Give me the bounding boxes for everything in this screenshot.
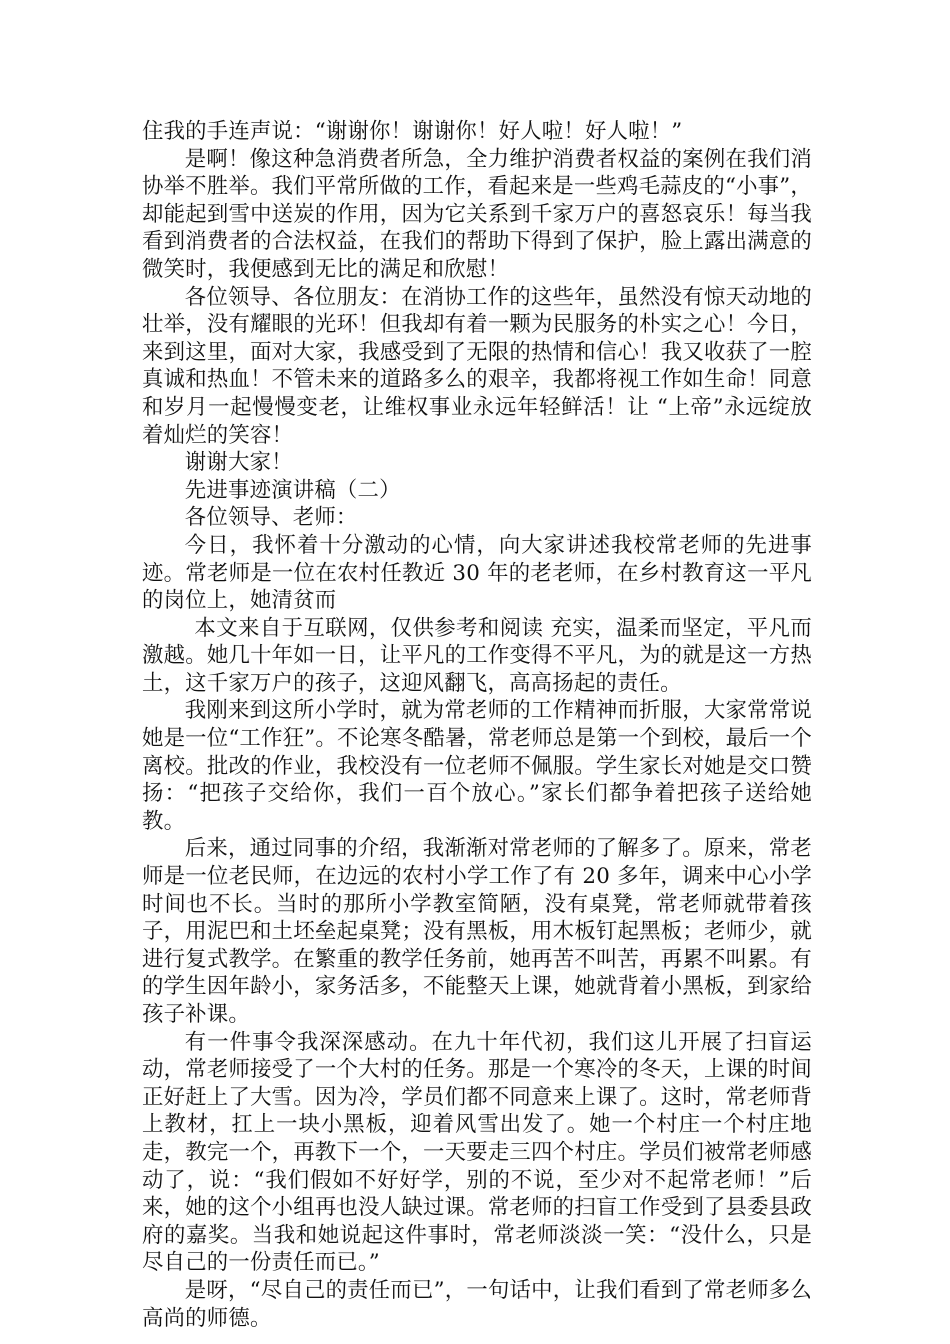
paragraph: 各位领导、各位朋友：在消协工作的这些年，虽然没有惊天动地的壮举，没有耀眼的光环！但我却有着一颗为民服务的朴实之心！今日，来到这里，面对大家，我感受到了无限的热情和信心！我又收获了一腔真诚和热血！不管未来的道路多么的艰辛，我都将视工作如生命！同意和岁月一起慢慢变老，让维权事业永远年轻鲜活！让 “上帝”永远绽放着灿烂的笑容！ (142, 284, 812, 448)
section-title: 先进事迹演讲稿（二） (184, 477, 401, 503)
paragraph: 后来，通过同事的介绍，我渐渐对常老师的了解多了。原来，常老师是一位老民师，在边远的农村小学工作了有 20 多年，调来中心小学时间也不长。当时的那所小学教室简陋，没有桌凳，常老师就带着孩子，用泥巴和土坯垒起桌凳；没有黑板，用木板钉起黑板；老师少，就进行复式教学。在繁重的教学任务前，她再苦不叫苦，再累不叫累。有的学生因年龄小，家务活多，不能整天上课，她就背着小黑板，到家给孩子补课。 (142, 836, 812, 1027)
paragraph: 有一件事令我深深感动。在九十年代初，我们这儿开展了扫盲运动，常老师接受了一个大村的任务。那是一个寒冷的冬天，上课的时间正好赶上了大雪。因为冷，学员们都不同意来上课了。这时，常老师背上教材，扛上一块小黑板，迎着风雪出发了。她一个村庄一个村庄地走，教完一个，再教下一个，一天要走三四个村庄。学员们被常老师感动了，说：“我们假如不好好学，别的不说，至少对不起常老师！”后来，她的这个小组再也没人缺过课。常老师的扫盲工作受到了县委县政府的嘉奖。当我和她说起这件事时，常老师淡淡一笑：“没什么，只是尽自己的一份责任而已。” (142, 1029, 812, 1276)
closing-thanks: 谢谢大家！ (184, 450, 293, 476)
paragraph: 我刚来到这所小学时，就为常老师的工作精神而折服，大家常常说她是一位“工作狂”。不论寒冬酷暑，常老师总是第一个到校，最后一个离校。批改的作业，我校没有一位老师不佩服。学生家长对她是交口赞扬：“把孩子交给你，我们一百个放心。”家长们都争着把孩子送给她教。 (142, 698, 812, 834)
paragraph: 今日，我怀着十分激动的心情，向大家讲述我校常老师的先进事迹。常老师是一位在农村任教近 30 年的老老师，在乡村教育这一平凡的岗位上，她清贫而 (142, 532, 812, 614)
document-body (142, 118, 812, 1332)
salutation: 各位领导、老师： (184, 505, 358, 531)
paragraph: 是啊！像这种急消费者所急，全力维护消费者权益的案例在我们消协举不胜举。我们平常所做的工作，看起来是一些鸡毛蒜皮的“小事”，却能起到雪中送炭的作用，因为它关系到千家万户的喜怒哀乐！每当我看到消费者的合法权益，在我们的帮助下得到了保护，脸上露出满意的微笑时，我便感到无比的满足和欣慰！ (142, 146, 812, 282)
paragraph: 住我的手连声说：“谢谢你！谢谢你！好人啦！好人啦！” (142, 119, 683, 144)
paragraph: 本文来自于互联网，仅供参考和阅读 充实，温柔而坚定，平凡而激越。她几十年如一日，让平凡的工作变得不平凡，为的就是这一方热土，这千家万户的孩子，这迎风翻飞，高高扬起的责任。 (142, 615, 812, 696)
paragraph: 是呀，“尽自己的责任而已”，一句话中，让我们看到了常老师多么高尚的师德。 (142, 1277, 812, 1331)
